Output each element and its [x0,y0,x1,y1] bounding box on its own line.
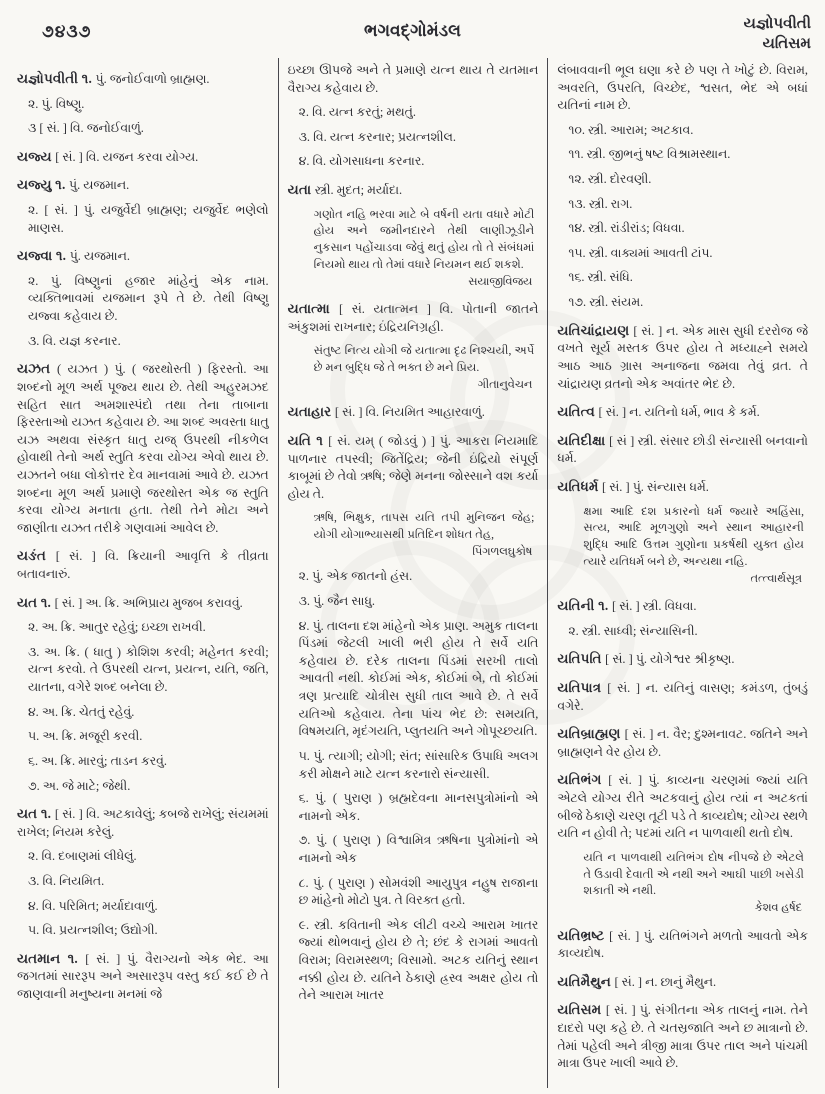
running-header [0,14,825,60]
definition-text: ૪. વિ. પરિમિત; મર્યાદાવાળું. [28,898,158,913]
dictionary-entry [557,926,808,963]
sense-item [288,593,539,611]
quotation-block [288,343,539,393]
dictionary-entry [288,180,539,200]
definition-text: [ સં. યતાત્મન ] વિ. પોતાની જાતને અંકુશમાં રાખનાર; ઇંદ્રિયનિગ્રહી. [287,302,539,334]
definition-text: ૧૪. સ્ત્રી. રાંડીરાંડ; વિધવા. [568,221,685,236]
headword: યતિપાત્ર [557,679,608,695]
book-title: ભગવદ્ગોમંડલ [364,21,461,40]
headword: યત ૧. [17,806,55,822]
definition-text: ૨. વિ. દબાણમાં લીધેલું. [28,849,137,864]
definition-text: ૩ [ સં. ] વિ. જનોઈવાળું. [28,121,144,136]
headword: યતિબ્રાહ્મણ [557,726,625,742]
headword: યતાત્મા [287,301,339,317]
guide-words [744,14,811,55]
dictionary-entry [17,804,269,841]
sense-item [557,146,808,164]
sense-item [288,153,539,171]
definition-text: [ સં. ] પું. કાવ્યના ચરણમાં જ્યાં યતિ એટલે યોગ્ય રીતે અટકવાનું હોય ત્યાં ન અટકતાં બીજે ઠેકાણે ચરણ તૂટી પડે તે કાવ્યદોષ; યોગ્ય સ્થળે યતિ ન હોવી તે; પદમાં યતિ ન પાળવાથી થતો દોષ. [557,773,808,841]
dictionary-entry [17,546,269,583]
continuation-text [288,62,539,97]
headword: યતિચાંદ્રાયણ [557,322,634,338]
definition-text: ૨. વિ. યત્ન કરતું; મથતું. [298,105,416,120]
sense-item [17,922,269,940]
definition-text: ૧૧. સ્ત્રી. જીભનું ષષ્ટ વિશ્રામસ્થાન. [568,147,731,162]
quotation-block [288,207,539,291]
definition-text: ૭. અ. જે માટે; જેથી. [28,778,131,793]
definition-text: ૨. પું. વિષ્ણુનાં હજાર માંહેનું એક નામ. વ્યક્તિભાવમાં યજમાન રૂપે તે છે. તેથી વિષ્ણુ યજ્વા કહેવાય છે. [28,273,269,324]
sense-item [288,129,539,147]
sense-item [288,832,539,867]
column-container [8,58,817,1088]
definition-text: ૨. અ. ક્રિ. આતુર રહેવું; ઇચ્છા રાખવી. [28,620,206,635]
dictionary-entry [17,593,269,613]
definition-text: ૨. પું. એક જાતનો હંસ. [298,569,413,584]
definition-text: [ સં. ] પું. યતિભંગને મળતો આવતો એક કાવ્યદોષ. [557,928,808,961]
definition-text: [ સં ] સ્ત્રી. સંસાર છોડી સંન્યાસી બનવાનો ધર્મ. [557,433,808,466]
guide-word-last: યતિસમ [762,36,811,53]
definition-text: [ સં. ] ન. યતિનો ધર્મ, ભાવ કે કર્મ. [598,405,760,420]
continuation-text [557,62,808,115]
quote-text: સંતુષ્ટ નિત્ય યોગી જે યતાત્મા દૃઢ નિશ્ચયી, અર્પે છે મન બુદ્ધિ જે તે ભક્ત છે મને પ્રિય. [313,344,535,375]
headword: યઝત [17,361,58,377]
dictionary-entry [557,596,808,616]
headword: યજ્ય [17,148,56,164]
headword: યતિસમ [557,1002,606,1018]
definition-text: ૧૨. સ્ત્રી. દોરવણી. [568,172,652,187]
definition-text: ૩. પું. જૈન સાધુ. [298,594,375,609]
definition-text: ૨. પું. વિષ્ણુ. [28,96,85,111]
dictionary-entry [557,724,808,761]
headword: યતિપતિ [557,651,606,667]
sense-item [17,728,269,746]
sense-item [557,623,808,641]
headword: યતાહાર [287,404,335,420]
definition-text: [ સં. ] સ્ત્રી. વિધવા. [612,599,697,614]
headword: યતિદીક્ષા [557,432,610,448]
definition-text: [ સં. ] પું. વૈરાગ્યનો એક ભેદ. આ જગતમાં સારરૂપ અને અસારરૂપ વસ્તુ કઈ કઈ છે તે જાણવાની મનુષ્યના મનમાં જે [17,951,269,1001]
sense-item [17,202,269,237]
headword: યતિભ્રષ્ટ [557,927,610,943]
sense-item [557,220,808,238]
quote-attribution: સયાજીવિજય [468,275,533,288]
headword: યતિ ૧ [287,433,329,449]
dictionary-entry [17,949,269,1004]
dictionary-entry [557,477,808,497]
sense-item [288,875,539,910]
definition-text: ૧૦. સ્ત્રી. આરામ; અટકાવ. [568,122,694,137]
quote-text: ઋષિ, ભિક્ષુક, તાપસ યતિ તપી મુનિજન જેહ; યોગી યોગાભ્યાસથી પ્રતિદિન શોધત તેહ, [313,511,535,542]
quotation-block [288,510,539,560]
definition-text: ૪. પું. તાલના દશ માંહેનો એક પ્રાણ. અમુક તાલના પિંડમાં જેટલી ખાલી ભરી હોય તે સર્વે યતિ કહેવાય છે. દરેક તાલના પિંડમાં સરખી તાલો આવતી નથી. કોઈમાં એક, કોઈમાં બે, તો કોઈમાં ત્રણ પ્રત્યાદિ ચોત્રીસ સુધી તાલ આવે છે. તે સર્વે યતિઓ કહેવાય. તેના પાંચ ભેદ છે: સમયતિ, વિષમયતિ, મૃદંગયતિ, પ્લુતયતિ અને ગોપૂચ્છયતિ. [298,618,539,739]
definition-text: ( યઝત ) પું. ( જરથોસ્તી ) ફિરસ્તો. આ શબ્દનો મૂળ અર્થ પૂજ્ય થાય છે. તેથી અહુરમઝદ સહિત સાત અમશાસ્પંદો તથા તેના તાબાના ફિરસ્તાઓ યઝત કહેવાય છે. આ શબ્દ અવસ્તા ધાતુ યઝ અથવા સંસ્કૃત ધાતુ યજ્ ઉપરથી નીકળેલ હોવાથી તેનો અર્થ સ્તુતિ કરવા યોગ્ય એવો થાય છે. યઝતને બધા લોકોત્તર દેવ માનવામાં આવે છે. યઝત શબ્દના મૂળ અર્થ પ્રમાણે જરથોસ્ત એક જ સ્તુતિ કરવા યોગ્ય મનાતા હતા. તેથી તેને મોટા અને જાણીતા યઝત તરીકે ગણવામાં આવેલ છે. [17,362,269,535]
text-column-1 [8,58,278,1088]
dictionary-entry [288,402,539,422]
definition-text: ૫. પું. ત્યાગી; યોગી; સંત; સાંસારિક ઉપાધિ અલગ કરી મોક્ષને માટે યત્ન કરનારો સંન્યાસી. [298,748,539,781]
dictionary-entry [17,69,269,89]
dictionary-entry [557,321,808,393]
sense-item [288,104,539,122]
quotation-block [557,504,808,588]
text-column-3 [547,58,817,1088]
sense-item [557,245,808,263]
dictionary-entry [557,402,808,422]
definition-text: ૮. પું. ( પુરાણ ) સોમવંશી આયુપુત્ર નહુષ રાજાના છ માંહેનો મોટો પુત્ર. તે વિરક્ત હતો. [298,875,539,908]
headword: યત ૧. [17,594,55,610]
guide-word-first: યજ્ઞોપવીતી [743,16,811,32]
quote-attribution: કેશવ હર્ષદ [754,902,802,915]
quote-text: ક્ષમા આદિ દશ પ્રકારનો ધર્મ જ્યારે અહિંસા, સત્ય, આદિ મૂળગુણો અને સ્થાન આહારની શુદ્ધિ આદિ ઉત્તમ ગુણોના પ્રકર્ષથી યુક્ત હોય ત્યારે યતિધર્મ બને છે, અન્યથા નહિ. [583,504,804,568]
definition-text: [ સં. ] વિ. ક્રિયાની આવૃત્તિ કે તીવ્રતા બતાવનારું. [17,549,269,582]
dictionary-entry [557,770,808,842]
sense-item [557,294,808,312]
definition-text: ૩. અ. ક્રિ. ( ધાતુ ) કોશિશ કરવી; મહેનત કરવી; યત્ન કરવો. તે ઉપરથી યત્ન, પ્રયત્ન, યતિ, જતિ, યાતના, વગેરે શબ્દ બનેલા છે. [28,644,269,695]
sense-item [288,568,539,586]
definition-text: ૪. અ. ક્રિ. ચેતતું રહેવું. [28,704,135,719]
sense-item [557,196,808,214]
headword: યજ્ઞોપવીતી ૧. [17,71,96,86]
definition-text: ૩. વિ. યજ્ઞ કરનાર. [28,333,121,348]
dictionary-entry [17,359,269,537]
definition-text: ૭. પું. ( પુરાણ ) વિશ્વામિત્ર ઋષિના પુત્રોમાંનો એ નામનો એક [298,833,539,865]
definition-text: ૫. વિ. પ્રયત્નશીલ; ઉદ્યોગી. [28,923,158,938]
sense-item [17,778,269,796]
dictionary-entry [557,972,808,992]
quotation-block [557,850,808,917]
definition-text: ૨. સ્ત્રી. સાધ્વી; સંન્યાસિની. [568,623,698,638]
definition-text: ૧૩. સ્ત્રી. રાગ. [568,196,633,211]
headword: યતિભંગ [557,772,609,788]
headword: યતિની ૧. [557,598,612,614]
sense-item [557,269,808,287]
sense-item [288,748,539,783]
definition-text: પું. યજમાન. [69,178,130,193]
sense-item [17,96,269,114]
definition-text: ૩. વિ. નિયમિત. [28,873,105,888]
definition-text: [ સં. ] ન. યતિનું વાસણ; કમંડળ, તુંબડું વગેરે. [557,680,808,713]
page-number: ૭૪૩૭ [42,22,92,41]
headword: યતિમૈથુન [557,973,615,989]
definition-text: ૧૭. સ્ત્રી. સંયમ. [568,295,644,310]
quote-attribution: તત્ત્વાર્થસૂત્ર [750,572,802,585]
headword: યજ્યુ ૧. [17,177,70,193]
sense-item [17,873,269,891]
headword: યજ્વા ૧. [17,248,70,264]
definition-text: [ સં. ] પું. યોગેશ્વર શ્રીકૃષ્ણ. [605,652,735,667]
definition-text: [ સં. યમ્ ( જોડવું ) ] પું. આકરા નિયમાદિ પાળનાર તપસ્વી; જિતેંદ્રિય; જેની ઇંદ્રિયો સંપૂર્ણ કાબૂમાં છે તેવો ઋષિ; જેણે મનના જોસ્સાને વશ કર્યા હોય તે. [287,434,539,501]
definition-text: [ સં. ] વિ. અટકાવેલું; કબજે રાખેલું; સંયમમાં રાખેલ; નિયમ કરેલું. [17,807,269,839]
sense-item [557,122,808,140]
headword: યતિધર્મ [557,478,603,494]
definition-text: [ સં. ] વિ. યજન કરવા યોગ્ય. [55,149,199,164]
quote-attribution: ગીતાનુવેચન [477,379,533,392]
dictionary-entry [17,175,269,195]
sense-item [17,644,269,697]
dictionary-entry [557,649,808,669]
definition-text: ૨. [ સં. ] પું. યજુર્વેદી બ્રાહ્મણ; યજુર્વેદ ભણેલો માણસ. [28,203,269,235]
sense-item [17,898,269,916]
sense-item [17,753,269,771]
definition-text: [ સં. ] ન. વૈર; દુશ્મનાવટ. જતિને અને બ્રાહ્મણને વેર હોય છે. [557,727,808,759]
quote-attribution: પિંગળલઘુકોષ [472,546,533,559]
dictionary-entry [288,431,539,503]
headword: યતા [287,182,315,198]
dictionary-entry [288,299,539,336]
definition-text: [ સં. ] પું. સંન્યાસ ધર્મ. [602,479,709,494]
definition-text: ૩. વિ. યત્ન કરનાર; પ્રયત્નશીલ. [298,129,457,144]
dictionary-entry [17,246,269,266]
definition-text: ૧૫. સ્ત્રી. વાક્યમાં આવતી ટાંપ. [568,245,713,260]
sense-item [17,120,269,138]
definition-text: ૬. અ. ક્રિ. મારવું; તાડન કરવું. [28,753,167,768]
dictionary-entry [557,431,808,468]
definition-text: [ સં. ] વિ. નિયમિત આહારવાળું. [334,405,485,420]
sense-item [557,171,808,189]
dictionary-entry [17,147,269,167]
definition-text: ૯. સ્ત્રી. કવિતાની એક લીટી વચ્ચે આરામ ખાતર જ્યાં થોભવાનું હોય છે તે; છંદ કે રાગમાં આવતો વિરામ; વિરામસ્થળ; વિસામો. અટક યતિનું સ્થાન નક્કી હોય છે. યતિને ઠેકાણે હ્રસ્વ અક્ષર હોય તો તેને આરામ ખાતર [298,917,539,1003]
definition-text: [ સં. ] ન. એક માસ સુધી દરરોજ જે વખતે સૂર્ય મસ્તક ઉપર હોય તે મધ્યાહ્ને સમયે આઠ આઠ ગ્રાસ અનાજના જમવા તેવું વ્રત. તે ચાંદ્રાયણ વ્રતનો એક અવાંતર ભેદ છે. [557,323,808,391]
definition-text: ઇચ્છા ઊપજે અને તે પ્રમાણે યત્ન થાય તે યતમાન વૈરાગ્ય કહેવાય છે. [287,63,539,95]
dictionary-entry [557,678,808,715]
sense-item [288,917,539,1005]
headword: યતિત્વ [557,404,599,420]
definition-text: [ સં. ] પું. સંગીતના એક તાલનું નામ. તેને દાદરો પણ કહે છે. તે ચતસ્રજાતિ અને છ માત્રાનો છે. તેમાં પહેલી અને ત્રીજી માત્રા ઉપર તાલ અને પાંચમી માત્રા ઉપર ખાલી આવે છે. [557,1003,808,1071]
definition-text: ૪. વિ. યોગસાધના કરનાર. [298,154,425,169]
sense-item [17,619,269,637]
sense-item [288,618,539,741]
definition-text: ૧૬. સ્ત્રી. સંધિ. [568,270,633,285]
sense-item [17,273,269,326]
definition-text: સ્ત્રી. મુદત; મર્યાદા. [314,183,403,198]
definition-text: ૬. પું. ( પુરાણ ) બ્રહ્મદેવના માનસપુત્રોમાંનો એ નામનો એક. [298,791,539,823]
quote-text: ગણોત નહિ ભરવા માટે બે વર્ષની યતા વધારે મોટી હોય અને જમીનદારને તેથી લાણીઝૂડીને નુકસાન પહોંચાડવા જેવું થતું હોય તો તે સંબંધમાં નિયમો થાય તો તેમાં વધારે નિયમન થઈ શકશે. [313,207,535,272]
sense-item [17,704,269,722]
definition-text: ૫. અ. ક્રિ. મજૂરી કરવી. [28,729,143,744]
sense-item [17,848,269,866]
dictionary-entry [557,1000,808,1072]
definition-text: [ સં. ] અ. ક્રિ. અભિપ્રાય મુજબ કરાવવું. [54,595,243,610]
headword: યતમાન ૧. [17,950,86,966]
text-column-2 [278,58,548,1088]
sense-item [288,790,539,825]
quote-text: યતિ ન પાળવાથી યતિભંગ દોષ નીપજે છે એટલે તે ઉડાવી દેવાતી એ નથી અને આઘી પાછી ખસેડી શકાતી એ નથી. [583,850,804,898]
sense-item [17,333,269,351]
definition-text: પું. જનોઈવાળો બ્રાહ્મણ. [95,72,210,86]
definition-text: પું. યજમાન. [69,249,130,264]
definition-text: [ સં. ] ન. છાનું મૈથુન. [614,974,717,989]
definition-text: લંબાવવાની ભૂલ ઘણા કરે છે પણ તે ખોટું છે. વિરામ, અવરતિ, ઉપરતિ, વિચ્છેદ, શ્વસત, ભેદ એ બધાં યતિનાં નામ છે. [557,63,808,113]
headword: યઙંત [17,548,56,564]
